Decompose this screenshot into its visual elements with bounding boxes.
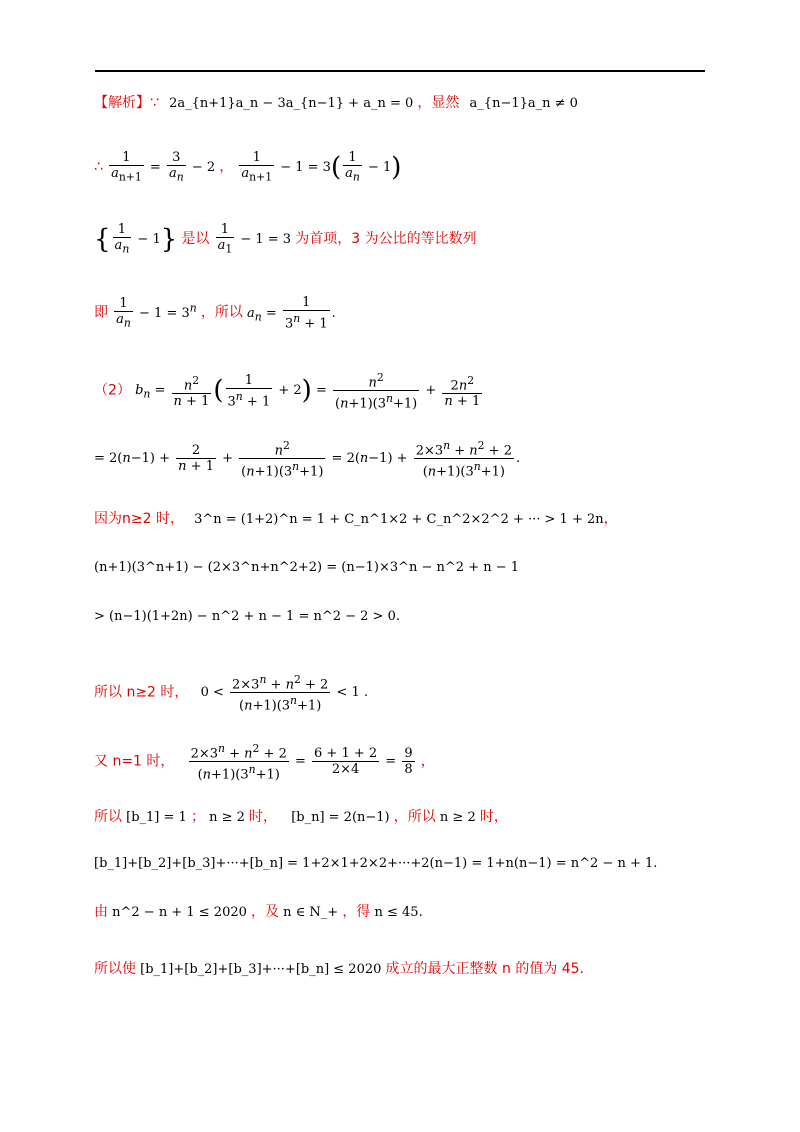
line-3	[94, 222, 477, 257]
n-max: n ≤ 45	[374, 905, 419, 920]
bn-definition: $b_n$ = $\frac{n^2}{n + 1}$ ( $\frac{1}{3^n + 1}$ + 2) = $\frac{n^2}{(n+1)(3^n+1)}$ + $\frac{2n^2}{n + 1}$	[135, 371, 481, 412]
condition-n-ge-2-again: n ≥ 2	[439, 810, 476, 825]
final-answer: 成立的最大正整数 n 的值为 45.	[385, 961, 585, 977]
floor-bn: [b_n] = 2(n−1)	[291, 810, 390, 825]
line-6	[94, 438, 520, 480]
positivity-inequality: > (n−1)(1+2n) − n^2 + n − 1 = n^2 − 2 > 0	[94, 609, 396, 624]
fraction-bound: 0 < $\frac{2\times 3^n + n^2 + 2}{(n+1)(3^n+1)}$ < 1 .	[200, 673, 368, 714]
reciprocal-relation: $\frac{1}{a_{n+1}}$ = $\frac{3}{a_n}$ − 2	[111, 150, 220, 184]
analysis-label: 【解析】	[94, 95, 150, 111]
line-7: 因为n≥2 时， 3^n = (1+2)^n = 1 + C_n^1×2 + C_n^2×2^2 + ··· > 1 + 2n，	[94, 511, 618, 527]
general-term: $a_n$ = $\frac{1}{3^n + 1}$ .	[247, 295, 336, 332]
line-8	[94, 561, 519, 574]
part-2-label: （2）	[94, 382, 131, 399]
line-14: 由 n^2 − n + 1 ≤ 2020 ，及 n ∈ N_+ ，得 n ≤ 45.	[94, 904, 423, 920]
first-term: $\frac{1}{a_1}$ − 1 = 3	[217, 222, 296, 256]
line-15: 所以使 [b_1]+[b_2]+[b_3]+···+[b_n] ≤ 2020 成立的最大正整数 n 的值为 45.	[94, 961, 585, 977]
shifted-relation: $\frac{1}{a_{n+1}}$ − 1 = 3( $\frac{1}{a_n}$ − 1)	[241, 150, 402, 184]
line-4: 即 $\frac{1}{a_n}$ − $1 = 3^n$ ，所以 $a_n$ = $\frac{1}{3^n + 1}$ .	[94, 295, 336, 332]
floor-sum: [b_1]+[b_2]+[b_3]+···+[b_n] = 1+2×1+2×2+···+2(n−1) = 1+n(n−1) = n^2 − n + 1	[94, 856, 654, 871]
line-11: 又 n=1 时， $\frac{2\times 3^n + n^2 + 2}{(n+1)(3^n+1)}$ = $\frac{6 + 1 + 2}{2\times 4}$ = $\frac{9}{8}$ ，	[94, 742, 435, 783]
is-text: 是以	[181, 230, 210, 247]
line-5	[94, 370, 484, 412]
header-rule	[95, 70, 705, 72]
line-2: ∴ $\frac{1}{a_{n+1}}$ = $\frac{3}{a_n}$ − 2 ， $\frac{1}{a_{n+1}}$ − 1 = 3( $\frac{1}{a_n}$ − 1)	[94, 150, 402, 184]
line-12: 所以 [b_1] = 1 ； n ≥ 2 时， [b_n] = 2(n−1) ，所以 n ≥ 2 时，	[94, 809, 508, 825]
n-natural: n ∈ N_+	[283, 905, 339, 920]
condition-n-ge-2: n ≥ 2	[209, 810, 245, 825]
nonzero-condition: a_{n−1}a_n ≠ 0	[469, 96, 578, 111]
sequence-set: { $\frac{1}{a_n}$ − 1}	[94, 222, 178, 256]
n1-value: $\frac{2\times 3^n + n^2 + 2}{(n+1)(3^n+1)}$ = $\frac{6 + 1 + 2}{2\times 4}$ = $\frac{9}{8}$	[190, 742, 413, 783]
because-symbol: ∵	[150, 95, 159, 111]
line-1	[94, 96, 578, 110]
line-9: > (n−1)(1+2n) − n^2 + n − 1 = n^2 − 2 > 0.	[94, 609, 400, 624]
final-inequality: [b_1]+[b_2]+[b_3]+···+[b_n] ≤ 2020	[140, 962, 382, 977]
binomial-inequality: 3^n = (1+2)^n = 1 + C_n^1×2 + C_n^2×2^2 + ··· > 1 + 2n	[194, 512, 604, 527]
sum-bound: n^2 − n + 1 ≤ 2020	[112, 905, 247, 920]
line-13: [b_1]+[b_2]+[b_3]+···+[b_n] = 1+2×1+2×2+···+2(n−1) = 1+n(n−1) = n^2 − n + 1.	[94, 856, 658, 871]
floor-b1: [b_1] = 1	[126, 810, 187, 825]
difference-expression: (n+1)(3^n+1) − (2×3^n+n^2+2) = (n−1)×3^n − n^2 + n − 1	[94, 560, 520, 575]
recurrence-equation: 2a_{n+1}a_n − 3a_{n−1} + a_n = 0	[169, 96, 414, 111]
geometric-sequence-text: 为首项，3 为公比的等比数列	[295, 230, 477, 247]
line-10: 所以 n≥2 时， 0 < $\frac{2\times 3^n + n^2 + 2}{(n+1)(3^n+1)}$ < 1 .	[94, 673, 368, 714]
therefore-symbol: ∴	[94, 158, 103, 175]
bn-expansion: = 2(n−1) + $\frac{2}{n + 1}$ + $\frac{n^2}{(n+1)(3^n+1)}$ = 2(n−1) + $\frac{2\times 3^n + n^2 + 2}{(n+1)(3^n+1)}$ .	[94, 439, 521, 480]
clearly-text: ，显然	[417, 95, 460, 111]
explicit-reciprocal: $\frac{1}{a_n}$ − $1 = 3^n$	[116, 295, 197, 330]
